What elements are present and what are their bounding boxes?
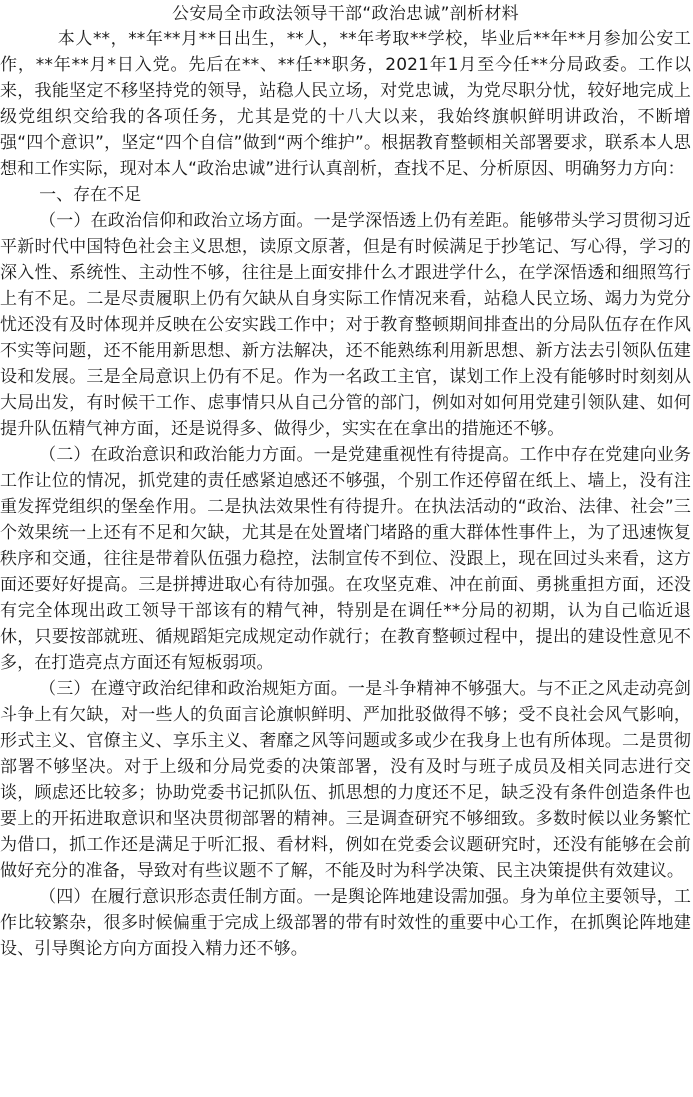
paragraph-political-ability: （二）在政治意识和政治能力方面。一是党建重视性有待提高。工作中存在党建向业务工作让位的情况，抓党建的责任感紧迫感还不够强，个别工作还停留在纸上、墙上，没有注重发挥党组织的堡垒作用。二是执法效果性有待提升。在执法活动的“政治、法律、社会”三个效果统一上还有不足和欠缺，尤其是在处置堵门堵路的重大群体性事件上，为了迅速恢复秩序和交通，往往是带着队伍强力稳控，法制宣传不到位、没跟上，现在回过头来看，这方面还要好好提高。三是拼搏进取心有待加强。在攻坚克难、冲在前面、勇挑重担方面，还没有完全体现出政工领导干部该有的精气神，特别是在调任**分局的初期，认为自己临近退休，只要按部就班、循规蹈矩完成规定动作就行；在教育整顿过程中，提出的建设性意见不多，在打造亮点方面还有短板弱项。 <box>0 445 691 673</box>
paragraph-ideology-responsibility: （四）在履行意识形态责任制方面。一是舆论阵地建设需加强。身为单位主要领导，工作比较繁杂，很多时候偏重于完成上级部署的带有时效性的重要中心工作，在抓舆论阵地建设、引导舆论方向方面投入精力还不够。 <box>0 887 691 959</box>
intro-paragraph: 本人**，**年**月**日出生，**人，**年考取**学校，毕业后**年**月参加公安工作，**年**月*日入党。先后在**、**任**职务，2021年1月至今任**分局政委。工作以来，我能坚定不移坚持党的领导，站稳人民立场，对党忠诚，为党尽职分忧，较好地完成上级党组织交给我的各项任务，尤其是党的十八大以来，我始终旗帜鲜明讲政治，不断增强“四个意识”，坚定“四个自信”做到“两个维护”。根据教育整顿相关部署要求，联系本人思想和工作实际，现对本人“政治忠诚”进行认真剖析，查找不足、分析原因、明确努力方向： <box>0 29 692 179</box>
section-heading: 一、存在不足 <box>39 185 142 205</box>
paragraph-political-belief: （一）在政治信仰和政治立场方面。一是学深悟透上仍有差距。能够带头学习贯彻习近平新时代中国特色社会主义思想，读原文原著，但是有时候满足于抄笔记、写心得，学习的深入性、系统性、主动性不够，往往是上面安排什么才跟进学什么，在学深悟透和细照笃行上有不足。二是尽责履职上仍有欠缺从自身实际工作情况来看，站稳人民立场、竭力为党分忧还没有及时体现并反映在公安实践工作中；对于教育整顿期间排查出的分局队伍存在作风不实等问题，还不能用新思想、新方法解决，还不能熟练利用新思想、新方法去引领队伍建设和发展。三是全局意识上仍有不足。作为一名政工主官，谋划工作上没有能够时时刻刻从大局出发，有时候干工作、虑事情只从自己分管的部门，例如对如何用党建引领队建、如何提升队伍精气神方面，还是说得多、做得少，实实在在拿出的措施还不够。 <box>0 211 691 439</box>
paragraph-political-discipline: （三）在遵守政治纪律和政治规矩方面。一是斗争精神不够强大。与不正之风走动亮剑斗争上有欠缺，对一些人的负面言论旗帜鲜明、严加批驳做得不够；受不良社会风气影响，形式主义、官僚主义、享乐主义、奢靡之风等问题或多或少在我身上也有所体现。二是贯彻部署不够坚决。对于上级和分局党委的决策部署，没有及时与班子成员及相关同志进行交谈，顾虑还比较多；协助党委书记抓队伍、抓思想的力度还不足，缺乏没有条件创造条件也要上的开拓进取意识和坚决贯彻部署的精神。三是调查研究不够细致。多数时候以业务繁忙为借口，抓工作还是满足于听汇报、看材料，例如在党委会议题研究时，还没有能够在会前做好充分的准备，导致对有些议题不了解，不能及时为科学决策、民主决策提供有效建议。 <box>0 679 691 881</box>
document-title: 公安局全市政法领导干部“政治忠诚”剖析材料 <box>172 4 519 24</box>
